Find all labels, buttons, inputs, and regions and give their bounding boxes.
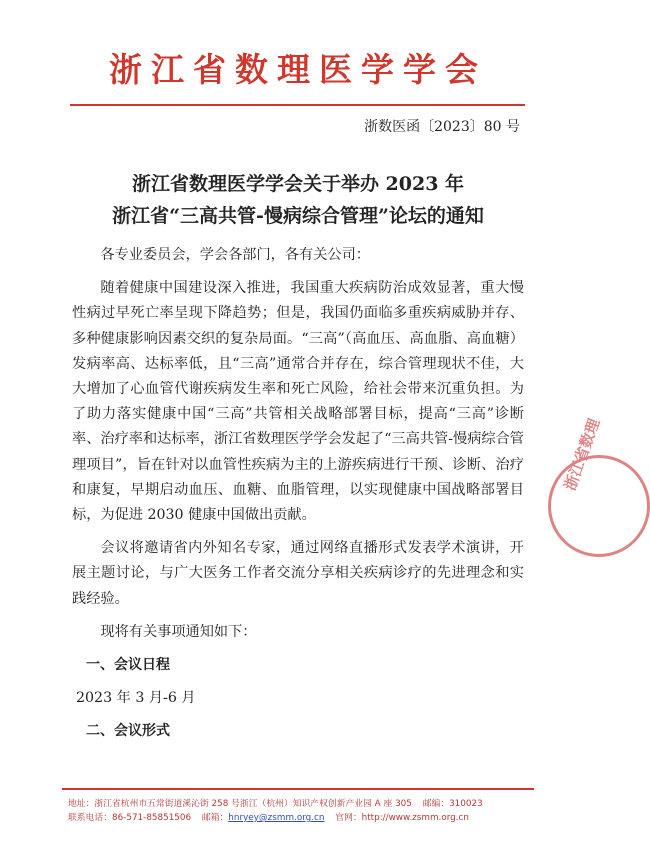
notice-body [72,243,524,753]
footer-postcode: 邮编：310023 [422,799,483,809]
org-letterhead-title: 浙江省数理医学学会 [109,50,487,89]
seal-text: 浙江省数理 [560,416,604,493]
document-number: 浙数医函〔2023〕80 号 [364,119,520,135]
paragraph-background: 随着健康中国建设深入推进，我国重大疾病防治成效显著，重大慢性病过早死亡率呈现下降趋势；但是，我国仍面临多重疾病威胁并存、多种健康影响因素交织的复杂局面。“三高”（高血压、高血脂、高血糖）发病率高、达标率低，且“三高”通常合并存在，综合管理现状不佳，大大增加了心血管代谢疾病发生率和死亡风险，给社会带来沉重负担。为了助力落实健康中国“三高”共管相关战略部署目标，提高“三高”诊断率、治疗率和达标率，浙江省数理医学学会发起了“三高共管-慢病综合管理项目”，旨在针对以血管性疾病为主的上游疾病进行干预、诊断、治疗和康复，早期启动血压、血糖、血脂管理，以实现健康中国战略部署目标，为促进 2030 健康中国做出贡献。 [72,280,524,524]
official-seal [548,416,650,557]
footer-line1 [68,796,538,809]
footer-divider [62,788,534,790]
notice-title-line1: 浙江省数理医学学会关于举办 2023 年 [131,173,465,195]
footer-email-link[interactable]: hnryey@zsmm.org.cn [228,813,325,823]
section-schedule-text: 2023 年 3 月-6 月 [76,690,196,707]
salutation: 各专业委员会，学会各部门，各有关公司： [100,247,370,263]
paragraph-meeting-purpose: 会议将邀请省内外知名专家，通过网络直播形式发表学术演讲，开展主题讨论，与广大医务工作者交流分享相关疾病诊疗的先进理念和实践经验。 [72,540,524,607]
section-heading-schedule: 一、会议日程 [86,657,170,674]
footer-email-label: 邮箱： [201,813,229,823]
footer-website[interactable]: 官网：http://www.zsmm.org.cn [335,813,469,823]
paragraph-intro-items: 现将有关事项通知如下： [100,623,257,640]
header-divider [70,104,525,106]
footer-address: 地址：浙江省杭州市五常街道溪沁街 258 号浙江（杭州）知识产权创新产业园 A 座 305 [68,799,412,809]
footer-line2 [68,810,538,823]
notice-title-line2: 浙江省“三高共管-慢病综合管理”论坛的通知 [112,205,484,227]
section-heading-format: 二、会议形式 [86,723,170,740]
footer-phone: 联系电话：86-571-85851506 [68,813,192,823]
